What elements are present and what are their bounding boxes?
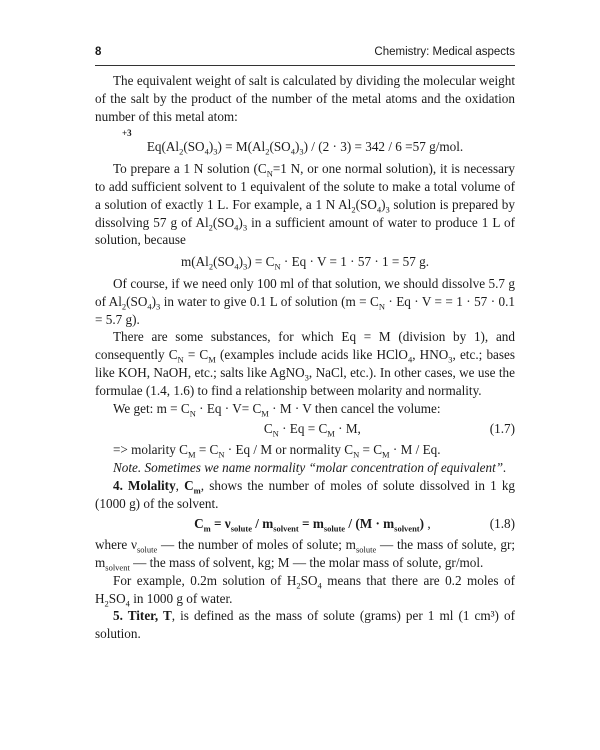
equation-1-7: $C_N \cdot Eq = C_M \cdot M$, (1.7) — [263, 421, 515, 439]
equation-result: = 342 / 6 =57 g/mol. — [351, 139, 464, 155]
equation-1-8: $C_m = \nu_{solute} / m_{solvent} = m_{solute} / (M \cdot m_{solvent})$ , (1.8) — [194, 516, 515, 534]
paragraph-100ml: Of course, if we need only 100 ml of that solution, we should dissolve 5.7 g of $Al_2(SO_4)_3$ in water to give 0.1 L of solution ($m = C_N \cdot Eq \cdot V$ = = 1 · 57 · 0.1 = 5.7 g). — [95, 275, 515, 327]
paragraph-where: where $\nu_{solute}$ — the number of moles of solute; $m_{solute}$ — the mass of solute, gr; $m_{solvent}$ — the mass of solvent, kg; M — the molar mass of solute, gr/mol. — [95, 537, 515, 573]
running-title: Chemistry: Medical aspects — [374, 46, 515, 58]
paragraph-example-h2so4: For example, 0.2m solution of $H_2SO_4$ means that there are 0.2 moles of $H_2SO_4$ in 1000 g of water. — [95, 572, 515, 609]
paragraph-titer: 5. Titer, T, is defined as the mass of solute (grams) per 1 ml (1 cm³) of solution. — [95, 608, 515, 642]
page-body — [95, 72, 515, 643]
paragraph-molarity-normality: => molarity $C_M = C_N \cdot Eq / M$ or normality $C_N = C_M \cdot M / Eq$. — [113, 442, 441, 460]
paragraph-equivalent-weight: The equivalent weight of salt is calculated by dividing the molecular weight of the salt by the product of the number of the metal atoms and the oxidation number of this metal atom: — [95, 73, 515, 124]
header-rule — [95, 65, 515, 66]
equation-lhs: $Eq(Al_2(SO_4)_3) = M(Al_2(SO_4)_3) / (2 \cdot 3)$ — [146, 139, 352, 158]
page-header — [95, 46, 515, 64]
paragraph-molality: 4. Molality, $C_m$, shows the number of moles of solute dissolved in 1 kg (1000 g) of the solvent. — [95, 477, 516, 511]
paragraph-we-get: We get: $m = C_N \cdot Eq \cdot V= C_M \cdot M \cdot V$ then cancel the volume: — [113, 400, 441, 419]
paragraph-1n-solution: To prepare a 1 N solution ($C_N=1$ N, or one normal solution), it is necessary to add sufficient solvent to 1 equivalent of the solute to make a total volume of a solution of exactly 1 L. For example, a 1 N $Al_2(SO_4)_3$ solution is prepared by dissolving 57 g of $Al_2(SO_4)_3$ in a sufficient amount of water to produce 1 L of solution, because — [95, 161, 515, 248]
note: Note. Sometimes we name normality “molar concentration of equivalent”. — [113, 459, 507, 475]
equation-number: (1.8) — [489, 516, 515, 532]
oxidation-number: +3 — [122, 128, 132, 139]
equation-eq-al2so43 — [95, 129, 515, 156]
equation-number: (1.7) — [489, 421, 515, 437]
paragraph-eq-equals-m: There are some substances, for which Eq = M (division by 1), and consequently $C_N = C_M$ (examples include acids like HClO$_4$, $HNO_3$, etc.; bases like KOH, NaOH, etc.; salts like AgNO$_3$, NaCl, etc.). In other cases, we use the formulae (1.4, 1.6) to find a relationship between molarity and normality. — [95, 329, 516, 398]
page-number: 8 — [95, 46, 102, 58]
equation-mass: $m(Al_2(SO_4)_3) = C_N \cdot Eq \cdot V = 1 \cdot 57 \cdot 1 = 57$ g. — [180, 254, 430, 272]
